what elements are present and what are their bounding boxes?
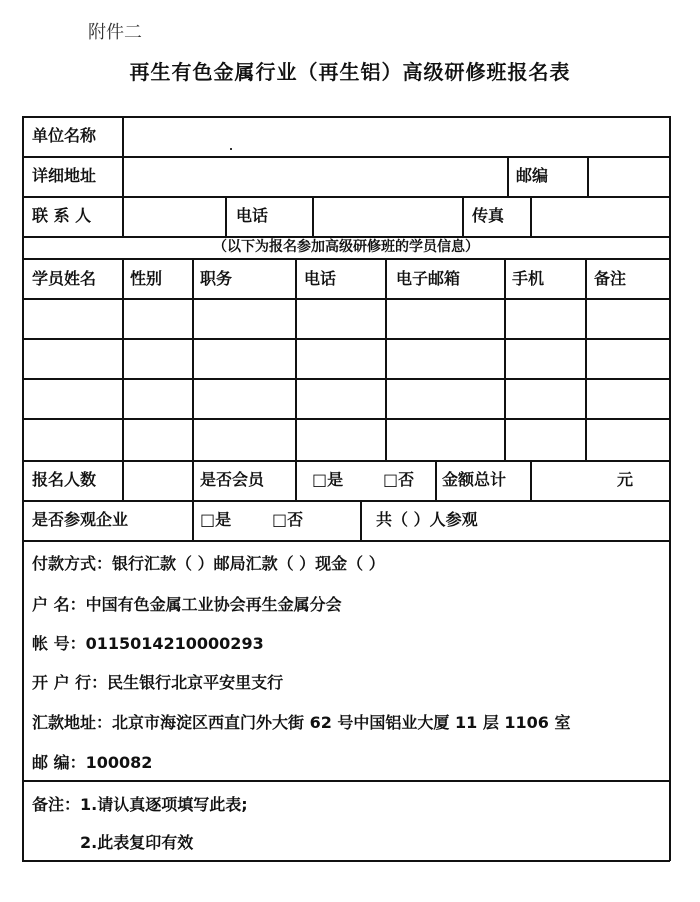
col-divider: [225, 196, 227, 236]
row-divider: [22, 298, 670, 300]
col-header-position: 职务: [200, 269, 233, 288]
table-border-left: [22, 116, 24, 861]
account-name-value: 中国有色金属工业协会再生金属分会: [85, 595, 342, 614]
col-divider: [192, 258, 194, 540]
student-info-note: （以下为报名参加高级研修班的学员信息）: [213, 239, 479, 255]
col-divider: [587, 156, 589, 196]
table-border-bottom: [22, 860, 670, 862]
account-name-row: [32, 592, 342, 615]
member-label: 是否会员: [200, 470, 265, 489]
row-divider: [22, 338, 670, 340]
visit-label: 是否参观企业: [32, 510, 129, 529]
visit-no-checkbox[interactable]: □否: [272, 510, 304, 529]
member-yes-checkbox[interactable]: □是: [312, 470, 344, 489]
col-divider: [530, 196, 532, 236]
col-divider: [122, 116, 124, 196]
enroll-count-label: 报名人数: [32, 470, 97, 489]
col-divider: [312, 196, 314, 236]
total-amount-label: 金额总计: [442, 470, 507, 489]
col-divider: [385, 258, 387, 460]
col-header-remark: 备注: [594, 269, 627, 288]
table-border-top: [22, 116, 670, 118]
col-header-mobile: 手机: [512, 269, 545, 288]
bank-label: 开 户 行：: [32, 673, 108, 692]
col-divider: [295, 258, 297, 500]
col-divider: [507, 156, 509, 196]
address-label: 详细地址: [32, 166, 97, 185]
col-divider: [462, 196, 464, 236]
col-divider: [360, 500, 362, 540]
table-border-right: [669, 116, 671, 861]
col-divider: [435, 460, 437, 500]
account-name-label: 户 名：: [32, 595, 86, 614]
postcode-label: 邮编: [516, 166, 549, 185]
col-divider: [122, 258, 124, 500]
currency-unit: 元: [617, 470, 634, 489]
remit-address-row: [32, 710, 571, 733]
remark-line-2: 2.此表复印有效: [80, 833, 194, 852]
form-title: 再生有色金属行业（再生铝）高级研修班报名表: [129, 60, 571, 84]
row-divider: [22, 500, 670, 502]
visit-yes-checkbox[interactable]: □是: [200, 510, 232, 529]
account-no-label: 帐 号：: [32, 634, 86, 653]
row-divider: [22, 780, 670, 782]
scan-speck: [230, 148, 232, 150]
remit-address-label: 汇款地址：: [32, 713, 113, 732]
col-divider: [122, 196, 124, 236]
col-header-name: 学员姓名: [32, 269, 97, 288]
postcode-row: [32, 750, 152, 773]
attachment-label: 附件二: [88, 22, 142, 43]
col-header-phone: 电话: [304, 269, 337, 288]
row-divider: [22, 378, 670, 380]
row-divider: [22, 156, 670, 158]
visit-count: 共（ ）人参观: [376, 510, 478, 529]
payment-postcode-value: 100082: [85, 753, 153, 772]
unit-name-label: 单位名称: [32, 126, 97, 145]
col-header-gender: 性别: [130, 269, 163, 288]
row-divider: [22, 196, 670, 198]
remark-line-1: 备注：1.请认真逐项填写此表;: [32, 795, 248, 814]
col-header-email: 电子邮箱: [396, 269, 461, 288]
row-divider: [22, 460, 670, 462]
row-divider: [22, 540, 670, 542]
account-no-value: 0115014210000293: [85, 634, 264, 653]
col-divider: [585, 258, 587, 460]
bank-row: [32, 670, 283, 693]
member-no-checkbox[interactable]: □否: [383, 470, 415, 489]
bank-value: 民生银行北京平安里支行: [107, 673, 284, 692]
payment-postcode-label: 邮 编：: [32, 753, 86, 772]
phone-label: 电话: [236, 206, 269, 225]
row-divider: [22, 418, 670, 420]
account-no-row: [32, 631, 264, 654]
col-divider: [530, 460, 532, 500]
contact-label: 联 系 人: [32, 206, 92, 225]
payment-method: 付款方式：银行汇款（ ）邮局汇款（ ）现金（ ）: [32, 554, 385, 573]
row-divider: [22, 258, 670, 260]
fax-label: 传真: [472, 206, 505, 225]
remit-address-value: 北京市海淀区西直门外大街 62 号中国铝业大厦 11 层 1106 室: [112, 713, 571, 732]
col-divider: [504, 258, 506, 460]
